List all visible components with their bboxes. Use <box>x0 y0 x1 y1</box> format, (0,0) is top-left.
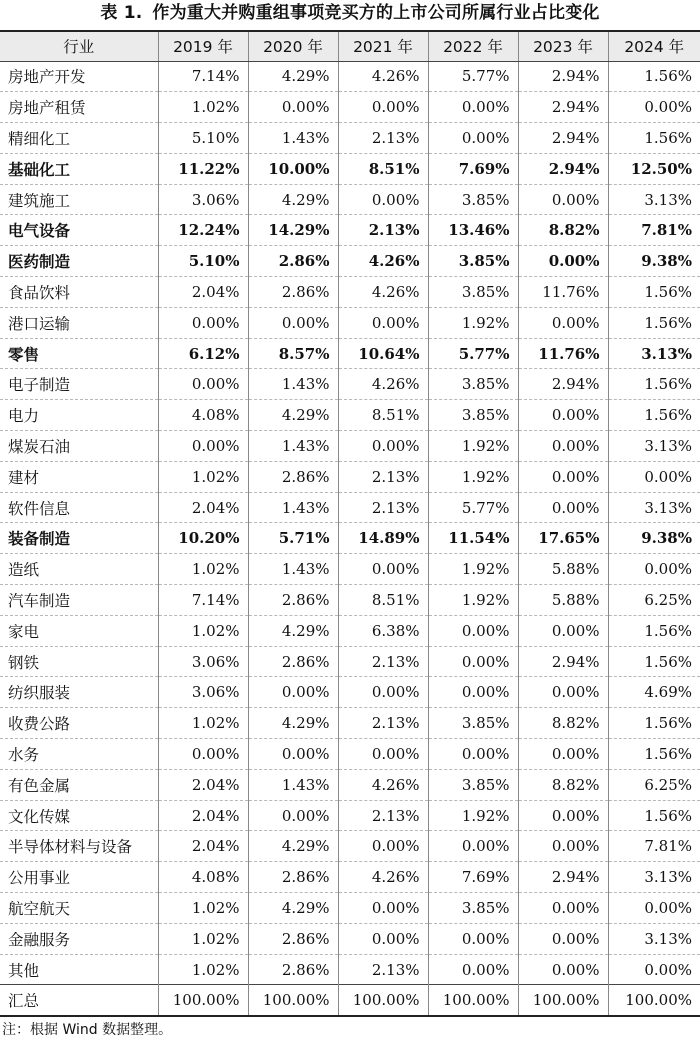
header-year-2023: 2023 年 <box>518 31 608 61</box>
industry-name-cell: 食品饮料 <box>0 277 158 308</box>
share-value-cell: 1.43% <box>248 369 338 400</box>
share-value-cell: 1.43% <box>248 123 338 154</box>
table-row <box>0 461 700 492</box>
share-value-cell: 2.04% <box>158 800 248 831</box>
share-value-cell: 0.00% <box>518 893 608 924</box>
share-value-cell: 6.25% <box>608 769 700 800</box>
share-value-cell: 1.56% <box>608 615 700 646</box>
share-value-cell: 8.82% <box>518 708 608 739</box>
share-value-cell: 0.00% <box>518 615 608 646</box>
industry-name-cell: 水务 <box>0 739 158 770</box>
header-industry: 行业 <box>0 31 158 61</box>
share-value-cell: 1.92% <box>428 307 518 338</box>
share-value-cell: 12.50% <box>608 153 700 184</box>
share-value-cell: 0.00% <box>338 923 428 954</box>
table-row <box>0 492 700 523</box>
share-value-cell: 0.00% <box>608 92 700 123</box>
industry-name-cell: 房地产租赁 <box>0 92 158 123</box>
share-value-cell: 10.64% <box>338 338 428 369</box>
share-value-cell: 7.81% <box>608 215 700 246</box>
share-value-cell: 5.77% <box>428 492 518 523</box>
share-value-cell: 8.82% <box>518 215 608 246</box>
share-value-cell: 14.29% <box>248 215 338 246</box>
share-value-cell: 17.65% <box>518 523 608 554</box>
share-value-cell: 0.00% <box>518 307 608 338</box>
share-value-cell: 3.13% <box>608 431 700 462</box>
share-value-cell: 3.13% <box>608 338 700 369</box>
share-value-cell: 1.02% <box>158 893 248 924</box>
share-value-cell: 5.10% <box>158 246 248 277</box>
table-row <box>0 338 700 369</box>
share-value-cell: 5.10% <box>158 123 248 154</box>
share-value-cell: 5.88% <box>518 585 608 616</box>
share-value-cell: 2.04% <box>158 277 248 308</box>
share-value-cell: 0.00% <box>338 307 428 338</box>
share-value-cell: 2.13% <box>338 461 428 492</box>
share-value-cell: 7.69% <box>428 153 518 184</box>
share-value-cell: 1.43% <box>248 492 338 523</box>
share-value-cell: 2.94% <box>518 646 608 677</box>
share-value-cell: 2.86% <box>248 646 338 677</box>
share-value-cell: 8.51% <box>338 585 428 616</box>
share-value-cell: 7.81% <box>608 831 700 862</box>
source-note: 注：根据 Wind 数据整理。 <box>2 1022 173 1038</box>
industry-name-cell: 医药制造 <box>0 246 158 277</box>
share-value-cell: 10.20% <box>158 523 248 554</box>
industry-name-cell: 电力 <box>0 400 158 431</box>
share-value-cell: 2.04% <box>158 769 248 800</box>
table-row <box>0 184 700 215</box>
share-value-cell: 4.26% <box>338 862 428 893</box>
share-value-cell: 0.00% <box>608 893 700 924</box>
share-value-cell: 0.00% <box>338 739 428 770</box>
industry-name-cell: 其他 <box>0 954 158 985</box>
share-value-cell: 11.76% <box>518 277 608 308</box>
share-value-cell: 4.26% <box>338 769 428 800</box>
share-value-cell: 1.92% <box>428 800 518 831</box>
share-value-cell: 3.85% <box>428 400 518 431</box>
share-value-cell: 2.13% <box>338 954 428 985</box>
share-value-cell: 1.92% <box>428 461 518 492</box>
share-value-cell: 10.00% <box>248 153 338 184</box>
share-value-cell: 11.76% <box>518 338 608 369</box>
share-value-cell: 8.51% <box>338 400 428 431</box>
table-row <box>0 400 700 431</box>
share-value-cell: 4.08% <box>158 862 248 893</box>
share-value-cell: 0.00% <box>428 739 518 770</box>
share-value-cell: 1.02% <box>158 615 248 646</box>
share-value-cell: 100.00% <box>158 985 248 1016</box>
share-value-cell: 3.85% <box>428 277 518 308</box>
share-value-cell: 0.00% <box>518 184 608 215</box>
industry-name-cell: 半导体材料与设备 <box>0 831 158 862</box>
share-value-cell: 2.86% <box>248 246 338 277</box>
share-value-cell: 1.56% <box>608 369 700 400</box>
table-row <box>0 615 700 646</box>
share-value-cell: 5.77% <box>428 61 518 92</box>
header-row <box>0 31 700 61</box>
industry-name-cell: 装备制造 <box>0 523 158 554</box>
share-value-cell: 100.00% <box>338 985 428 1016</box>
share-value-cell: 2.86% <box>248 954 338 985</box>
share-value-cell: 0.00% <box>248 800 338 831</box>
share-value-cell: 4.26% <box>338 246 428 277</box>
share-value-cell: 2.94% <box>518 153 608 184</box>
share-value-cell: 0.00% <box>428 92 518 123</box>
share-value-cell: 3.06% <box>158 184 248 215</box>
share-value-cell: 13.46% <box>428 215 518 246</box>
share-value-cell: 0.00% <box>248 739 338 770</box>
share-value-cell: 4.26% <box>338 277 428 308</box>
share-value-cell: 8.57% <box>248 338 338 369</box>
share-value-cell: 0.00% <box>518 831 608 862</box>
share-value-cell: 3.85% <box>428 893 518 924</box>
share-value-cell: 1.92% <box>428 554 518 585</box>
table-row <box>0 523 700 554</box>
share-value-cell: 0.00% <box>518 739 608 770</box>
share-value-cell: 1.56% <box>608 123 700 154</box>
industry-name-cell: 家电 <box>0 615 158 646</box>
share-value-cell: 9.38% <box>608 523 700 554</box>
header-year-2019: 2019 年 <box>158 31 248 61</box>
table-row <box>0 277 700 308</box>
share-value-cell: 1.92% <box>428 431 518 462</box>
share-value-cell: 2.86% <box>248 277 338 308</box>
share-value-cell: 0.00% <box>428 646 518 677</box>
industry-name-cell: 有色金属 <box>0 769 158 800</box>
share-value-cell: 5.88% <box>518 554 608 585</box>
share-value-cell: 1.92% <box>428 585 518 616</box>
share-value-cell: 4.26% <box>338 369 428 400</box>
industry-name-cell: 港口运输 <box>0 307 158 338</box>
table-row <box>0 677 700 708</box>
share-value-cell: 0.00% <box>338 831 428 862</box>
share-value-cell: 0.00% <box>518 461 608 492</box>
share-value-cell: 4.69% <box>608 677 700 708</box>
table-row <box>0 831 700 862</box>
table-row <box>0 954 700 985</box>
industry-name-cell: 基础化工 <box>0 153 158 184</box>
share-value-cell: 11.54% <box>428 523 518 554</box>
share-value-cell: 3.85% <box>428 369 518 400</box>
share-value-cell: 1.02% <box>158 708 248 739</box>
share-value-cell: 1.56% <box>608 800 700 831</box>
share-value-cell: 1.56% <box>608 739 700 770</box>
share-value-cell: 0.00% <box>518 246 608 277</box>
industry-name-cell: 汽车制造 <box>0 585 158 616</box>
share-value-cell: 2.04% <box>158 831 248 862</box>
share-value-cell: 0.00% <box>518 923 608 954</box>
table-row <box>0 554 700 585</box>
industry-name-cell: 收费公路 <box>0 708 158 739</box>
share-value-cell: 2.13% <box>338 708 428 739</box>
table-row <box>0 215 700 246</box>
share-value-cell: 1.02% <box>158 92 248 123</box>
share-value-cell: 0.00% <box>428 615 518 646</box>
share-value-cell: 1.43% <box>248 554 338 585</box>
table-number: 表 1. <box>100 3 143 23</box>
table-row <box>0 246 700 277</box>
industry-name-cell: 房地产开发 <box>0 61 158 92</box>
table-row <box>0 92 700 123</box>
share-value-cell: 0.00% <box>518 400 608 431</box>
share-value-cell: 7.14% <box>158 585 248 616</box>
share-value-cell: 0.00% <box>428 923 518 954</box>
share-value-cell: 7.69% <box>428 862 518 893</box>
share-value-cell: 6.12% <box>158 338 248 369</box>
table-header <box>0 31 700 61</box>
industry-name-cell: 零售 <box>0 338 158 369</box>
table-row <box>0 585 700 616</box>
share-value-cell: 8.82% <box>518 769 608 800</box>
share-value-cell: 0.00% <box>518 492 608 523</box>
industry-name-cell: 精细化工 <box>0 123 158 154</box>
share-value-cell: 4.29% <box>248 61 338 92</box>
table-row <box>0 862 700 893</box>
share-value-cell: 4.29% <box>248 893 338 924</box>
share-value-cell: 1.56% <box>608 400 700 431</box>
table-row <box>0 646 700 677</box>
table-row <box>0 431 700 462</box>
share-value-cell: 2.94% <box>518 92 608 123</box>
share-value-cell: 8.51% <box>338 153 428 184</box>
industry-name-cell: 金融服务 <box>0 923 158 954</box>
share-value-cell: 4.08% <box>158 400 248 431</box>
share-value-cell: 0.00% <box>338 554 428 585</box>
share-value-cell: 100.00% <box>248 985 338 1016</box>
share-value-cell: 0.00% <box>158 431 248 462</box>
share-value-cell: 4.29% <box>248 615 338 646</box>
share-value-cell: 100.00% <box>518 985 608 1016</box>
share-value-cell: 0.00% <box>338 677 428 708</box>
share-value-cell: 100.00% <box>428 985 518 1016</box>
share-value-cell: 0.00% <box>608 954 700 985</box>
share-value-cell: 2.86% <box>248 862 338 893</box>
share-value-cell: 1.56% <box>608 307 700 338</box>
share-value-cell: 1.56% <box>608 646 700 677</box>
share-value-cell: 4.29% <box>248 400 338 431</box>
industry-name-cell: 建材 <box>0 461 158 492</box>
header-year-2024: 2024 年 <box>608 31 700 61</box>
share-value-cell: 0.00% <box>518 431 608 462</box>
share-value-cell: 2.94% <box>518 61 608 92</box>
table-row <box>0 769 700 800</box>
table-caption <box>0 0 700 28</box>
share-value-cell: 4.29% <box>248 831 338 862</box>
share-value-cell: 12.24% <box>158 215 248 246</box>
share-value-cell: 2.86% <box>248 461 338 492</box>
share-value-cell: 11.22% <box>158 153 248 184</box>
share-value-cell: 3.13% <box>608 862 700 893</box>
table-row <box>0 739 700 770</box>
share-value-cell: 0.00% <box>428 123 518 154</box>
share-value-cell: 3.06% <box>158 677 248 708</box>
industry-name-cell: 造纸 <box>0 554 158 585</box>
share-value-cell: 0.00% <box>428 831 518 862</box>
share-value-cell: 0.00% <box>608 461 700 492</box>
table-row <box>0 123 700 154</box>
share-value-cell: 14.89% <box>338 523 428 554</box>
share-value-cell: 3.06% <box>158 646 248 677</box>
share-value-cell: 0.00% <box>428 677 518 708</box>
industry-name-cell: 文化传媒 <box>0 800 158 831</box>
table-row <box>0 153 700 184</box>
share-value-cell: 1.43% <box>248 769 338 800</box>
share-value-cell: 0.00% <box>428 954 518 985</box>
industry-name-cell: 电子制造 <box>0 369 158 400</box>
share-value-cell: 6.38% <box>338 615 428 646</box>
table-row <box>0 708 700 739</box>
share-value-cell: 1.56% <box>608 708 700 739</box>
share-value-cell: 3.85% <box>428 246 518 277</box>
share-value-cell: 4.29% <box>248 708 338 739</box>
share-value-cell: 0.00% <box>518 677 608 708</box>
share-value-cell: 3.85% <box>428 708 518 739</box>
share-value-cell: 5.77% <box>428 338 518 369</box>
share-value-cell: 0.00% <box>338 893 428 924</box>
share-value-cell: 1.02% <box>158 954 248 985</box>
share-value-cell: 3.13% <box>608 184 700 215</box>
share-value-cell: 2.13% <box>338 492 428 523</box>
share-value-cell: 4.29% <box>248 184 338 215</box>
share-value-cell: 0.00% <box>518 800 608 831</box>
share-value-cell: 9.38% <box>608 246 700 277</box>
industry-name-cell: 汇总 <box>0 985 158 1016</box>
share-value-cell: 0.00% <box>518 954 608 985</box>
share-value-cell: 1.43% <box>248 431 338 462</box>
share-value-cell: 1.02% <box>158 461 248 492</box>
table-row <box>0 307 700 338</box>
table-row <box>0 61 700 92</box>
share-value-cell: 100.00% <box>608 985 700 1016</box>
share-value-cell: 0.00% <box>338 92 428 123</box>
share-value-cell: 0.00% <box>338 184 428 215</box>
industry-share-table <box>0 30 700 1017</box>
share-value-cell: 3.85% <box>428 184 518 215</box>
share-value-cell: 0.00% <box>248 677 338 708</box>
industry-name-cell: 软件信息 <box>0 492 158 523</box>
share-value-cell: 2.94% <box>518 369 608 400</box>
share-value-cell: 3.85% <box>428 769 518 800</box>
header-year-2020: 2020 年 <box>248 31 338 61</box>
share-value-cell: 2.13% <box>338 123 428 154</box>
industry-name-cell: 建筑施工 <box>0 184 158 215</box>
industry-name-cell: 钢铁 <box>0 646 158 677</box>
share-value-cell: 1.02% <box>158 554 248 585</box>
share-value-cell: 0.00% <box>338 431 428 462</box>
header-year-2022: 2022 年 <box>428 31 518 61</box>
share-value-cell: 2.86% <box>248 585 338 616</box>
header-year-2021: 2021 年 <box>338 31 428 61</box>
table-row <box>0 800 700 831</box>
share-value-cell: 0.00% <box>158 307 248 338</box>
table-title: 作为重大并购重组事项竞买方的上市公司所属行业占比变化 <box>152 3 600 23</box>
share-value-cell: 2.13% <box>338 800 428 831</box>
share-value-cell: 2.13% <box>338 215 428 246</box>
industry-name-cell: 公用事业 <box>0 862 158 893</box>
share-value-cell: 1.02% <box>158 923 248 954</box>
share-value-cell: 2.94% <box>518 862 608 893</box>
share-value-cell: 2.86% <box>248 923 338 954</box>
share-value-cell: 5.71% <box>248 523 338 554</box>
share-value-cell: 1.56% <box>608 61 700 92</box>
industry-name-cell: 航空航天 <box>0 893 158 924</box>
share-value-cell: 0.00% <box>158 739 248 770</box>
industry-name-cell: 电气设备 <box>0 215 158 246</box>
share-value-cell: 0.00% <box>608 554 700 585</box>
share-value-cell: 6.25% <box>608 585 700 616</box>
table-row <box>0 893 700 924</box>
table-row <box>0 923 700 954</box>
table-body <box>0 61 700 1016</box>
share-value-cell: 1.56% <box>608 277 700 308</box>
table-row <box>0 369 700 400</box>
share-value-cell: 2.94% <box>518 123 608 154</box>
share-value-cell: 0.00% <box>248 92 338 123</box>
share-value-cell: 2.04% <box>158 492 248 523</box>
share-value-cell: 4.26% <box>338 61 428 92</box>
share-value-cell: 3.13% <box>608 923 700 954</box>
share-value-cell: 0.00% <box>158 369 248 400</box>
share-value-cell: 3.13% <box>608 492 700 523</box>
industry-name-cell: 纺织服装 <box>0 677 158 708</box>
total-row <box>0 985 700 1016</box>
industry-name-cell: 煤炭石油 <box>0 431 158 462</box>
share-value-cell: 7.14% <box>158 61 248 92</box>
share-value-cell: 0.00% <box>248 307 338 338</box>
share-value-cell: 2.13% <box>338 646 428 677</box>
